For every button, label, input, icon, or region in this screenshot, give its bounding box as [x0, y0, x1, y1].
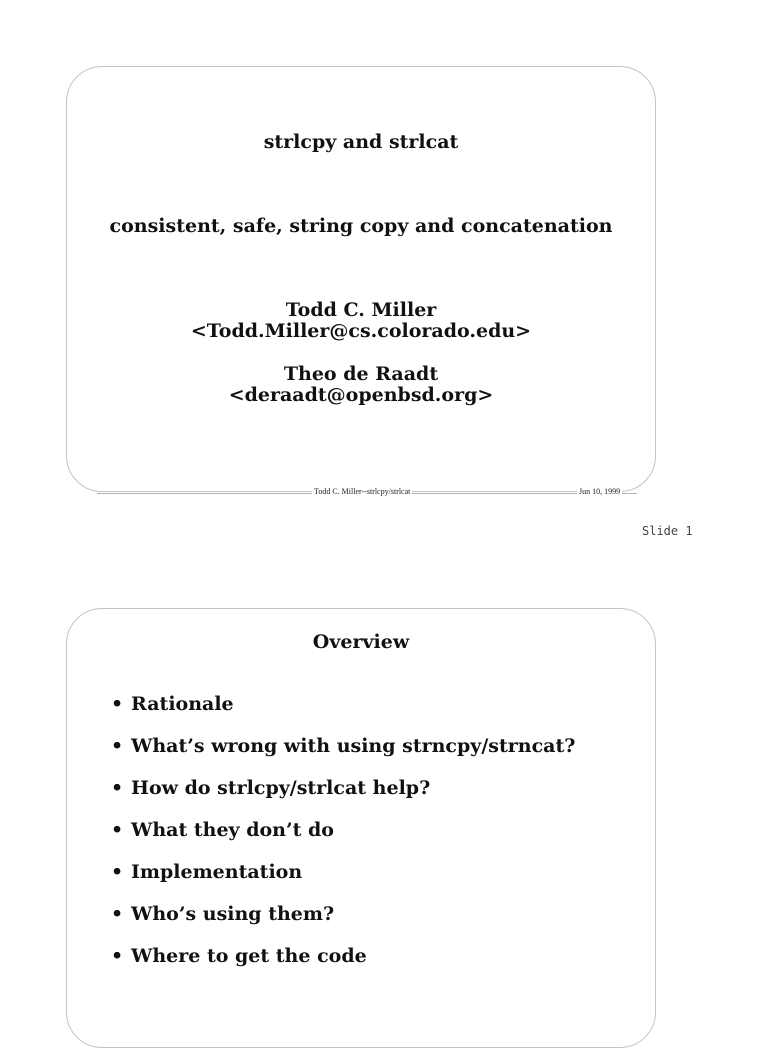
bullet-icon: • [111, 735, 124, 757]
list-item-text: What they don’t do [131, 819, 334, 841]
title-slide [66, 66, 656, 496]
bullet-icon: • [111, 903, 124, 925]
bullet-icon: • [111, 945, 124, 967]
author-email: <deraadt@openbsd.org> [228, 384, 494, 406]
list-item-text: Rationale [131, 693, 234, 715]
slide-title: Overview [312, 631, 410, 653]
bullet-icon: • [111, 693, 124, 715]
bullet-icon: • [111, 819, 124, 841]
list-item-text: What’s wrong with using strncpy/strncat? [131, 735, 576, 757]
bullet-list [111, 693, 575, 987]
author-name: Theo de Raadt [283, 363, 439, 385]
list-item [111, 819, 575, 861]
list-item [111, 903, 575, 945]
author-name: Todd C. Miller [285, 299, 437, 321]
footer-date: Jun 10, 1999 [579, 487, 621, 496]
list-item [111, 693, 575, 735]
list-item-text: How do strlcpy/strlcat help? [131, 777, 431, 799]
slide-footer [67, 487, 655, 499]
list-item-text: Implementation [131, 861, 303, 883]
bullet-icon: • [111, 861, 124, 883]
overview-slide [66, 608, 656, 1048]
footer-author-text: Todd C. Miller--strlcpy/strlcat [314, 487, 411, 496]
list-item [111, 777, 575, 819]
list-item [111, 861, 575, 903]
list-item-text: Where to get the code [131, 945, 367, 967]
slide-subtitle: consistent, safe, string copy and concatenation [109, 215, 613, 237]
bullet-icon: • [111, 777, 124, 799]
list-item [111, 735, 575, 777]
slide-number-label: Slide 1 [642, 524, 693, 538]
list-item-text: Who’s using them? [131, 903, 335, 925]
list-item [111, 945, 575, 987]
slide-title: strlcpy and strlcat [263, 131, 459, 153]
author-email: <Todd.Miller@cs.colorado.edu> [190, 320, 532, 342]
